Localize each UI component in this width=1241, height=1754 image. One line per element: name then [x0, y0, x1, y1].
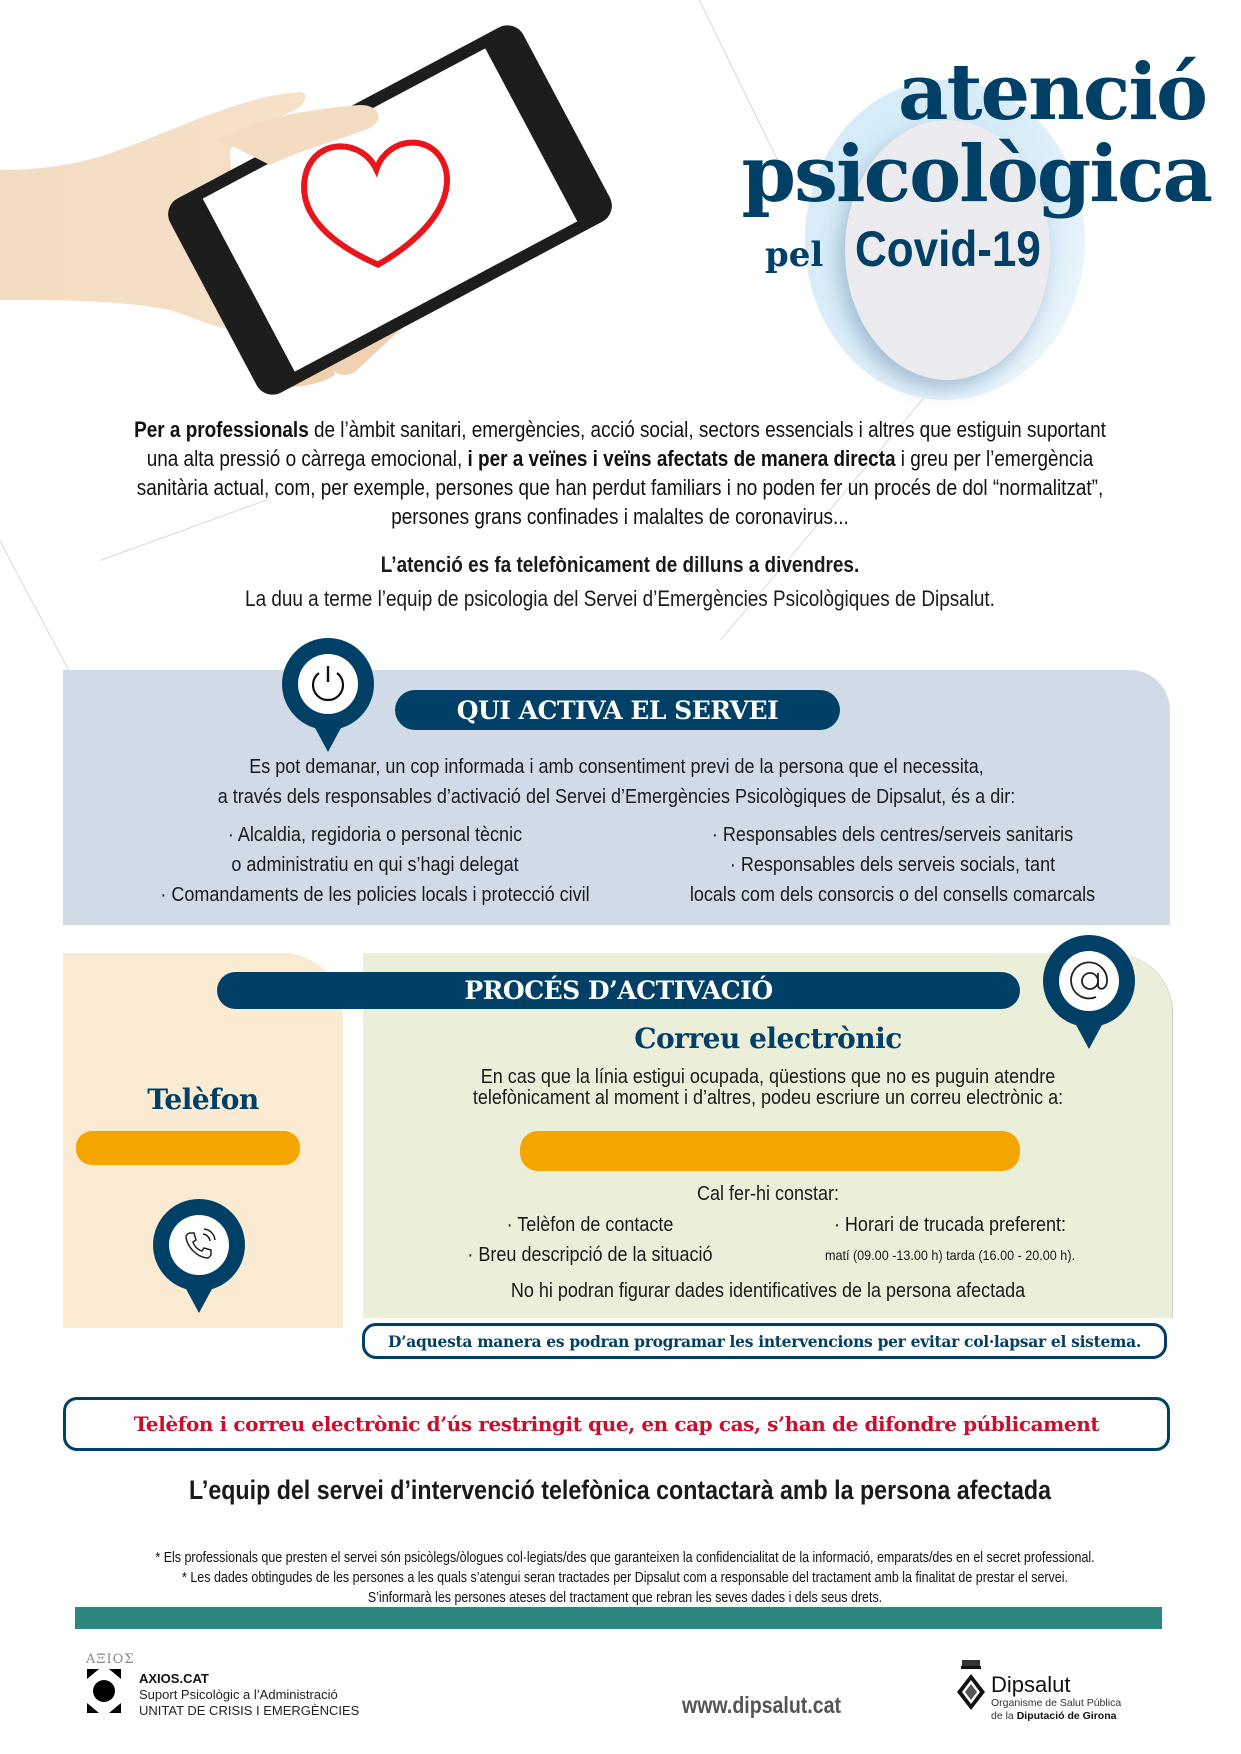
list-item: · Comandaments de les policies locals i protecció civil [160, 884, 590, 906]
title-covid: Covid-19 [855, 221, 1041, 277]
intro-text-2: i greu per l’emergència sanitària actual, com, per exemple, persones que han perdut familiars i no poden fer un procés de dol “normalitzat”, persones grans confinades i malaltes de coronavirus... [136, 446, 1104, 529]
required-list-left [437, 1210, 743, 1270]
email-address-field [520, 1131, 1020, 1171]
section-who-intro-line2: a través dels responsables d’activació del Servei d’Emergències Psicològiques de Dipsalut, és a dir: [217, 786, 1016, 808]
list-item: · Responsables dels serveis socials, tant [729, 854, 1056, 876]
required-list-right [797, 1210, 1103, 1270]
must-include-label: Cal fer-hi constar: [696, 1183, 840, 1205]
section-who-intro [118, 752, 1114, 812]
scheduling-note: D’aquesta manera es podran programar les intervencions per evitar col·lapsar el sistema. [362, 1323, 1167, 1359]
list-item: · Responsables dels centres/serveis sanitaris [711, 824, 1074, 846]
title-pel: pel [765, 235, 824, 275]
call-schedule-detail: matí (09.00 -13.00 h) tarda (16.00 - 20.00 h). [824, 1247, 1076, 1263]
email-description-line2: telefònicament al moment i d’altres, podeu escriure un correu electrònic a: [472, 1087, 1064, 1109]
email-label: Correu electrònic [634, 1022, 902, 1055]
contact-statement: L’equip del servei d’intervenció telefònica contactarà amb la persona afectada [188, 1475, 1052, 1505]
title-line-2: psicològica [741, 129, 1211, 220]
footer-divider-bar [75, 1607, 1162, 1629]
who-list-left [132, 820, 618, 910]
axios-name: AXIOS.CAT [139, 1671, 209, 1686]
dipsalut-subtitle: Organisme de Salut Pública [991, 1697, 1122, 1709]
hero-hand-phone-image [0, 0, 650, 400]
power-icon [306, 662, 350, 706]
phone-icon [179, 1225, 219, 1265]
intro-text-1: de l’àmbit sanitari, emergències, acció social, sectors essencials i altres que estiguin suportant una alta pressió o càrrega emocional, [146, 417, 1106, 471]
dipsalut-crest-icon [956, 1660, 986, 1715]
email-description [404, 1067, 1133, 1109]
list-item: · Alcaldia, regidoria o personal tècnic [227, 824, 523, 846]
list-item: locals com dels consorcis o del consells comarcals [689, 884, 1096, 906]
list-item: · Telèfon de contacte [506, 1214, 674, 1236]
service-team: La duu a terme l’equip de psicologia del Servei d’Emergències Psicològiques de Dipsalut. [245, 586, 995, 611]
section-process-heading: PROCÉS D’ACTIVACIÓ [217, 972, 1020, 1009]
list-item: o administratiu en qui s’hagi delegat [231, 854, 519, 876]
intro-bold-professionals: Per a professionals [134, 417, 309, 442]
footnote: * Els professionals que presten el servei són psicòlegs/òlogues col·legiats/des que garanteixen la confidencialitat de la informació, emparats/des en el secret professional. [155, 1550, 1095, 1566]
dipsalut-affiliation-prefix: de la [991, 1710, 1017, 1722]
restricted-use-warning: Telèfon i correu electrònic d’ús restringit que, en cap cas, s’han de difondre públicament [63, 1397, 1170, 1451]
list-item: · Horari de trucada preferent: [833, 1214, 1067, 1236]
list-item: · Breu descripció de la situació [467, 1244, 713, 1266]
axios-greek-wordmark: ΑΞΙΟΣ [86, 1652, 135, 1667]
no-identifying-data-notice: No hi podran figurar dades identificatives de la persona afectada [510, 1280, 1026, 1302]
phone-pin [153, 1199, 245, 1291]
power-pin [282, 638, 374, 730]
intro-paragraph [121, 415, 1119, 531]
axios-subtitle: Suport Psicològic a l’Administració [139, 1687, 338, 1702]
service-hours: L’atenció es fa telefònicament de dilluns a divendres. [380, 552, 860, 577]
at-sign-icon [1066, 958, 1112, 1004]
footnote: * Les dades obtingudes de les persones a les quals s’atengui seran tractades per Dipsalut com a responsable del tractament amb la finalitat de prestar el servei. [182, 1570, 1068, 1586]
phone-number-field [76, 1131, 300, 1165]
who-list-right [647, 820, 1138, 910]
axios-unit: UNITAT DE CRISIS I EMERGÈNCIES [139, 1703, 360, 1718]
website-link[interactable]: www.dipsalut.cat [682, 1692, 841, 1718]
dipsalut-affiliation-bold: Diputació de Girona [1016, 1710, 1117, 1722]
email-pin [1043, 935, 1135, 1027]
phone-label: Telèfon [147, 1083, 259, 1116]
section-who-intro-line1: Es pot demanar, un cop informada i amb consentiment previ de la persona que el necessita, [249, 756, 984, 778]
axios-logo-icon [87, 1669, 121, 1713]
intro-bold-neighbours: i per a veïnes i veïns afectats de manera directa [467, 446, 896, 471]
dipsalut-affiliation [991, 1710, 1116, 1722]
dipsalut-name: Dipsalut [991, 1672, 1071, 1697]
footnotes [122, 1548, 1128, 1608]
section-who-heading: QUI ACTIVA EL SERVEI [395, 690, 840, 730]
title-line-1: atenció [897, 47, 1206, 138]
email-description-line1: En cas que la línia estigui ocupada, qüestions que no es puguin atendre [480, 1066, 1056, 1088]
footnote: S’informarà les persones ateses del tractament que rebran les seves dades i dels seus drets. [367, 1590, 883, 1606]
